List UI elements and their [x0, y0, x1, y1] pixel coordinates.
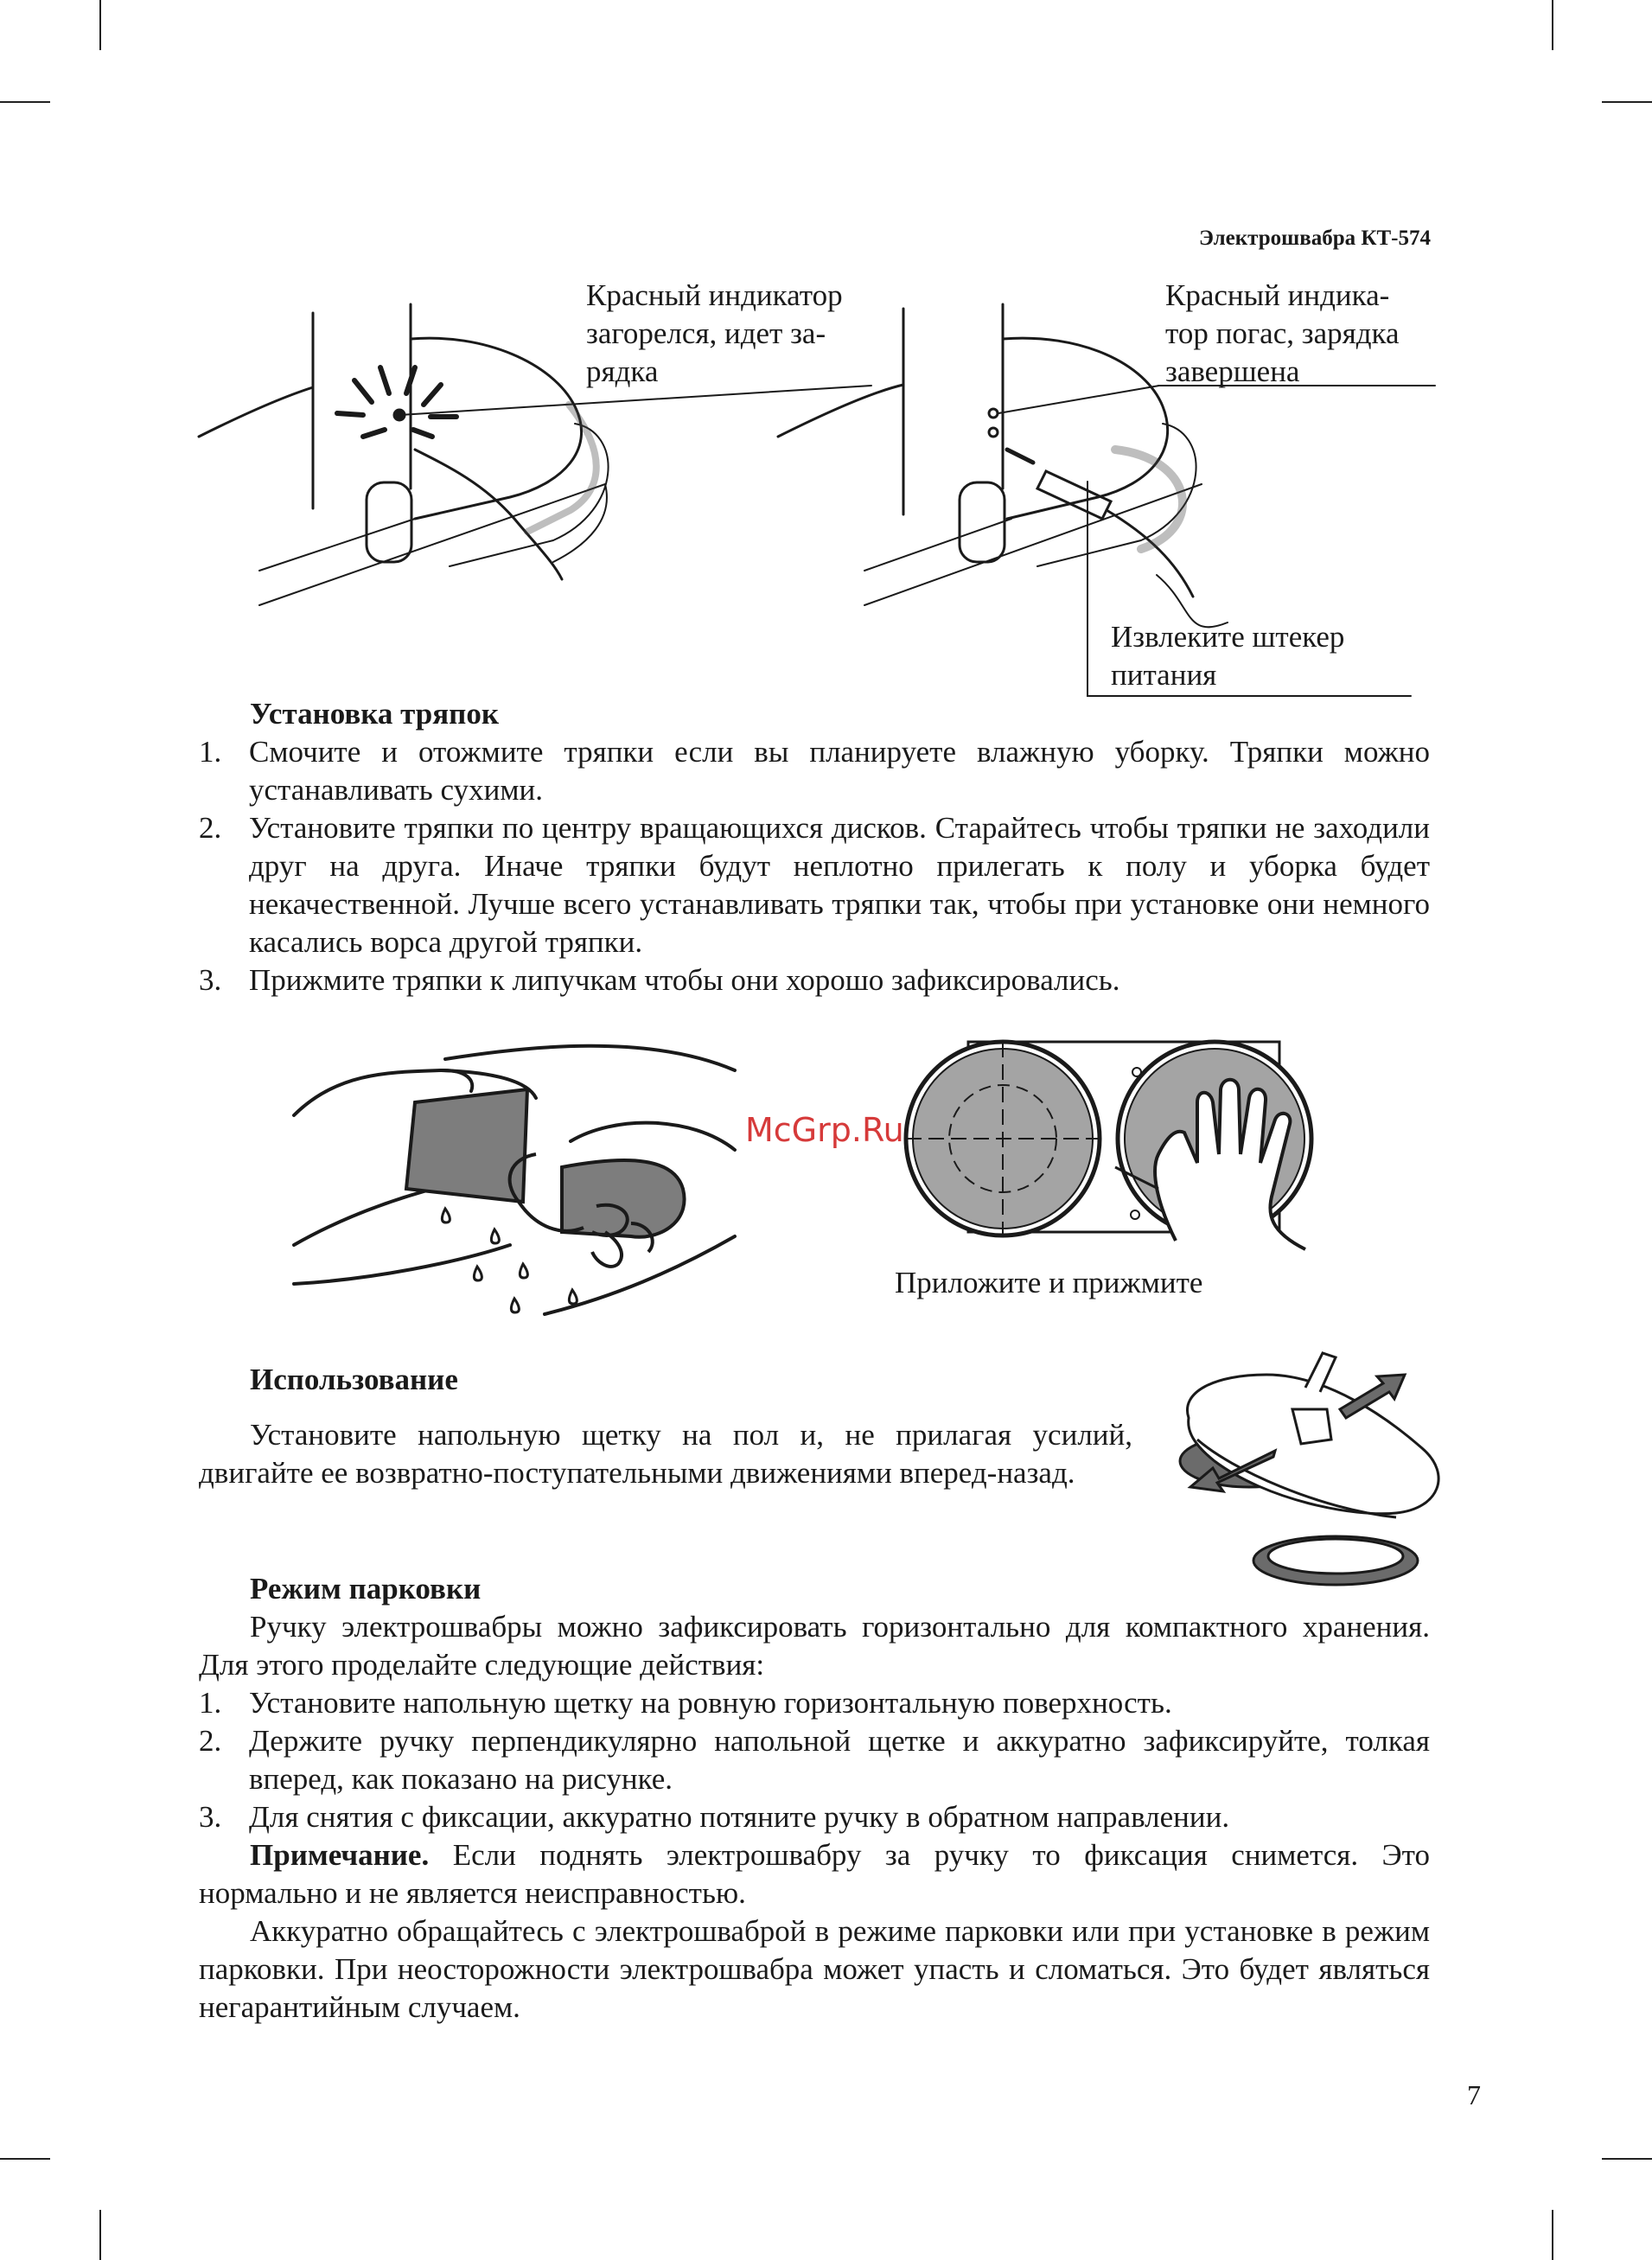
note-paragraph: Примечание. Если поднять электрошвабру за ручку то фиксация снимется. Это нормально и не является неисправностью.: [199, 1838, 1430, 1910]
cloth-discs-illustration: [899, 1025, 1349, 1249]
crop-mark: [1602, 2158, 1652, 2160]
list-item: 2. Установите тряпки по центру вращающихся дисков. Старайтесь чтобы тряпки не заходили друг на друга. Иначе тряпки будут неплотно прилегать к полу и уборка будет некачественной. Лучше всего устанавливать тряпки так, чтобы при установке они немного касались ворса другой тряпки.: [199, 811, 1430, 959]
list-item: 1. Смочите и отожмите тряпки если вы планируете влажную уборку. Тряпки можно устанавливать сухими.: [199, 735, 1430, 807]
heading-parking: Режим парковки: [250, 1572, 482, 1606]
usage-text: Установите напольную щетку на пол и, не прилагая усилий, двигайте ее возвратно-поступательными движениями вперед-назад.: [199, 1418, 1132, 1490]
crop-mark: [99, 2210, 101, 2260]
crop-mark: [1552, 2210, 1553, 2260]
parking-section: Ручку электрошвабры можно зафиксировать горизонтально для компактного хранения. Для этого проделайте следующие действия: 1. Установите напольную щетку на ровную горизонтальную поверхность. 2. Держите ручку перпендикулярно напольной щетке и аккуратно зафиксируйте, толкая вперед, как показано на рисунке. 3. Для снятия с фиксации, аккуратно потяните ручку в обратном направлении. Примечание. Если поднять электрошвабру за ручку то фиксация снимется. Это нормально и не является неисправностью. Аккуратно обращайтесь с электрошваброй в режиме парковки или при установке в режим парковки. При неосторожности электрошвабра может упасть и сломаться. Это будет являться негарантийным случаем.: [199, 1610, 1430, 2024]
watermark: McGrp.Ru: [745, 1111, 904, 1149]
crop-mark: [0, 2158, 50, 2160]
wringing-cloth-illustration: [285, 1037, 769, 1349]
heading-cloths: Установка тряпок: [250, 697, 499, 731]
floor-brush-illustration: [1163, 1357, 1457, 1591]
cloths-steps: [199, 733, 1430, 999]
label-indicator-on: Красный индикатор загорелся, идет за- рядка: [586, 278, 843, 388]
caption-apply-press: Приложите и прижмите: [895, 1266, 1203, 1299]
label-remove-plug: Извлеките штекер питания: [1111, 620, 1345, 692]
label-indicator-off: Красный индика- тор погас, зарядка завершена: [1165, 278, 1400, 388]
list-item: 2. Держите ручку перпендикулярно напольной щетке и аккуратно зафиксируйте, толкая вперед, как показано на рисунке.: [199, 1724, 1430, 1796]
list-item: 3. Прижмите тряпки к липучкам чтобы они хорошо зафиксировались.: [199, 963, 1120, 997]
heading-usage: Использование: [250, 1363, 458, 1396]
page-number: 7: [1467, 2079, 1481, 2110]
running-header: Электрошвабра КТ-574: [1198, 227, 1431, 250]
list-item: 1. Установите напольную щетку на ровную горизонтальную поверхность.: [199, 1686, 1172, 1720]
list-item: 3. Для снятия с фиксации, аккуратно потяните ручку в обратном направлении.: [199, 1800, 1230, 1834]
